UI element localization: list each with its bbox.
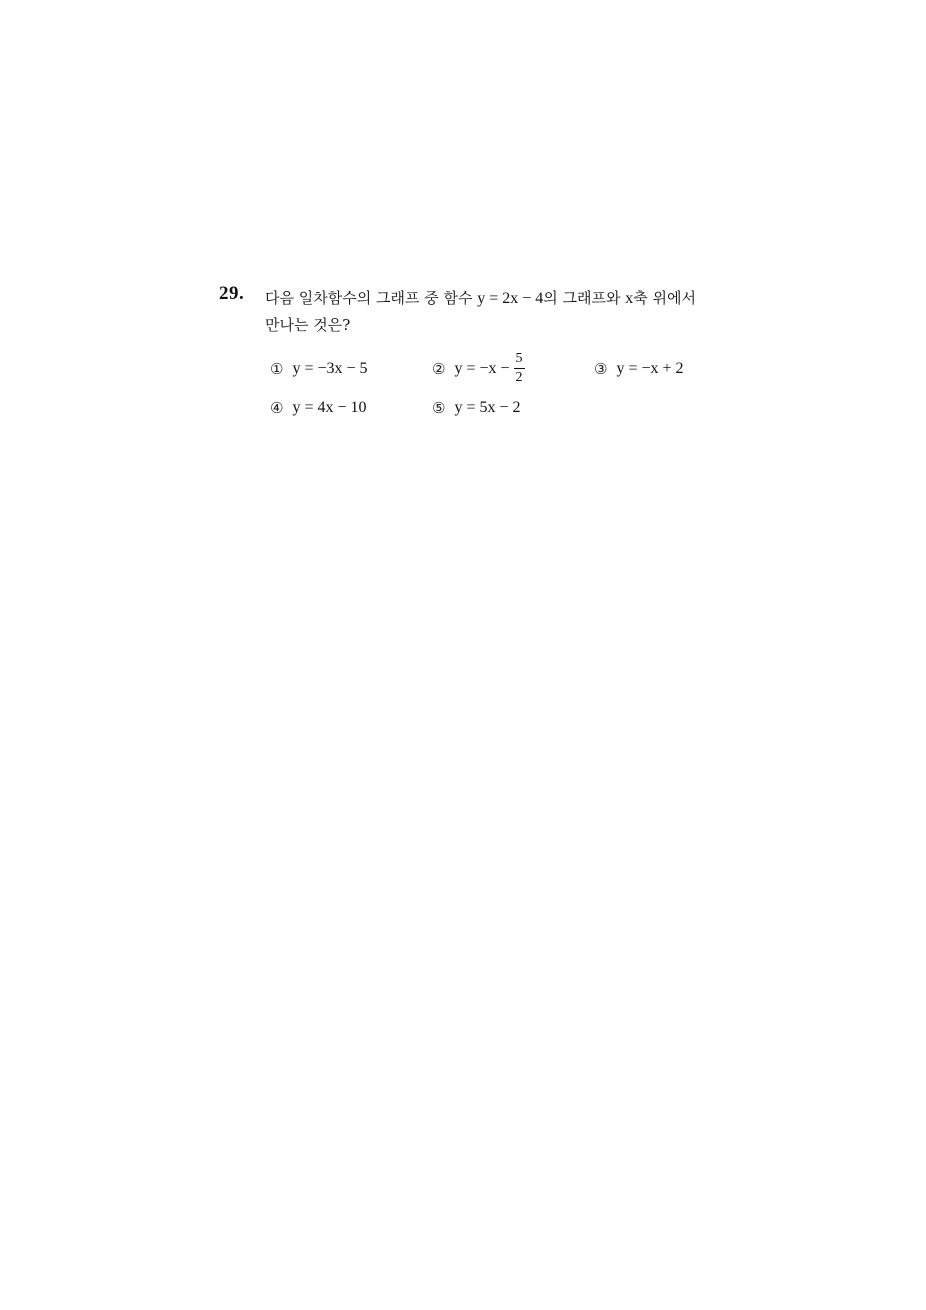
question-text-part2: 의 그래프와 — [543, 289, 626, 307]
choice-2-fraction-denominator: 2 — [515, 370, 523, 385]
choice-2-expression — [454, 351, 524, 386]
choice-1-expression: y = −3x − 5 — [292, 360, 368, 377]
choice-3-expression: y = −x + 2 — [616, 360, 684, 377]
choice-2-marker: ② — [432, 359, 446, 378]
question-text — [265, 285, 745, 338]
choice-5-marker: ⑤ — [432, 399, 446, 417]
choice-2-expression-prefix: y = −x − — [454, 359, 510, 377]
choice-2-fraction — [514, 351, 525, 386]
choice-1[interactable] — [270, 360, 368, 378]
question-variable: x — [625, 290, 634, 307]
question-equation: y = 2x − 4 — [477, 290, 544, 307]
choice-4[interactable] — [270, 399, 367, 417]
choice-1-marker: ① — [270, 360, 284, 378]
choice-3-marker: ③ — [594, 360, 608, 378]
choice-5[interactable] — [432, 399, 521, 417]
choice-2-fraction-numerator: 5 — [514, 351, 525, 369]
problem-number: 29. — [219, 283, 245, 304]
question-text-part1: 다음 일차함수의 그래프 중 함수 — [265, 289, 478, 307]
choice-4-expression: y = 4x − 10 — [292, 399, 367, 416]
choice-5-expression: y = 5x − 2 — [454, 399, 521, 416]
choice-3[interactable] — [594, 360, 684, 378]
choice-4-marker: ④ — [270, 399, 284, 417]
question-text-line2: 만나는 것은? — [265, 316, 351, 334]
choice-2[interactable] — [432, 351, 525, 386]
question-text-part3: 축 위에서 — [633, 289, 696, 307]
